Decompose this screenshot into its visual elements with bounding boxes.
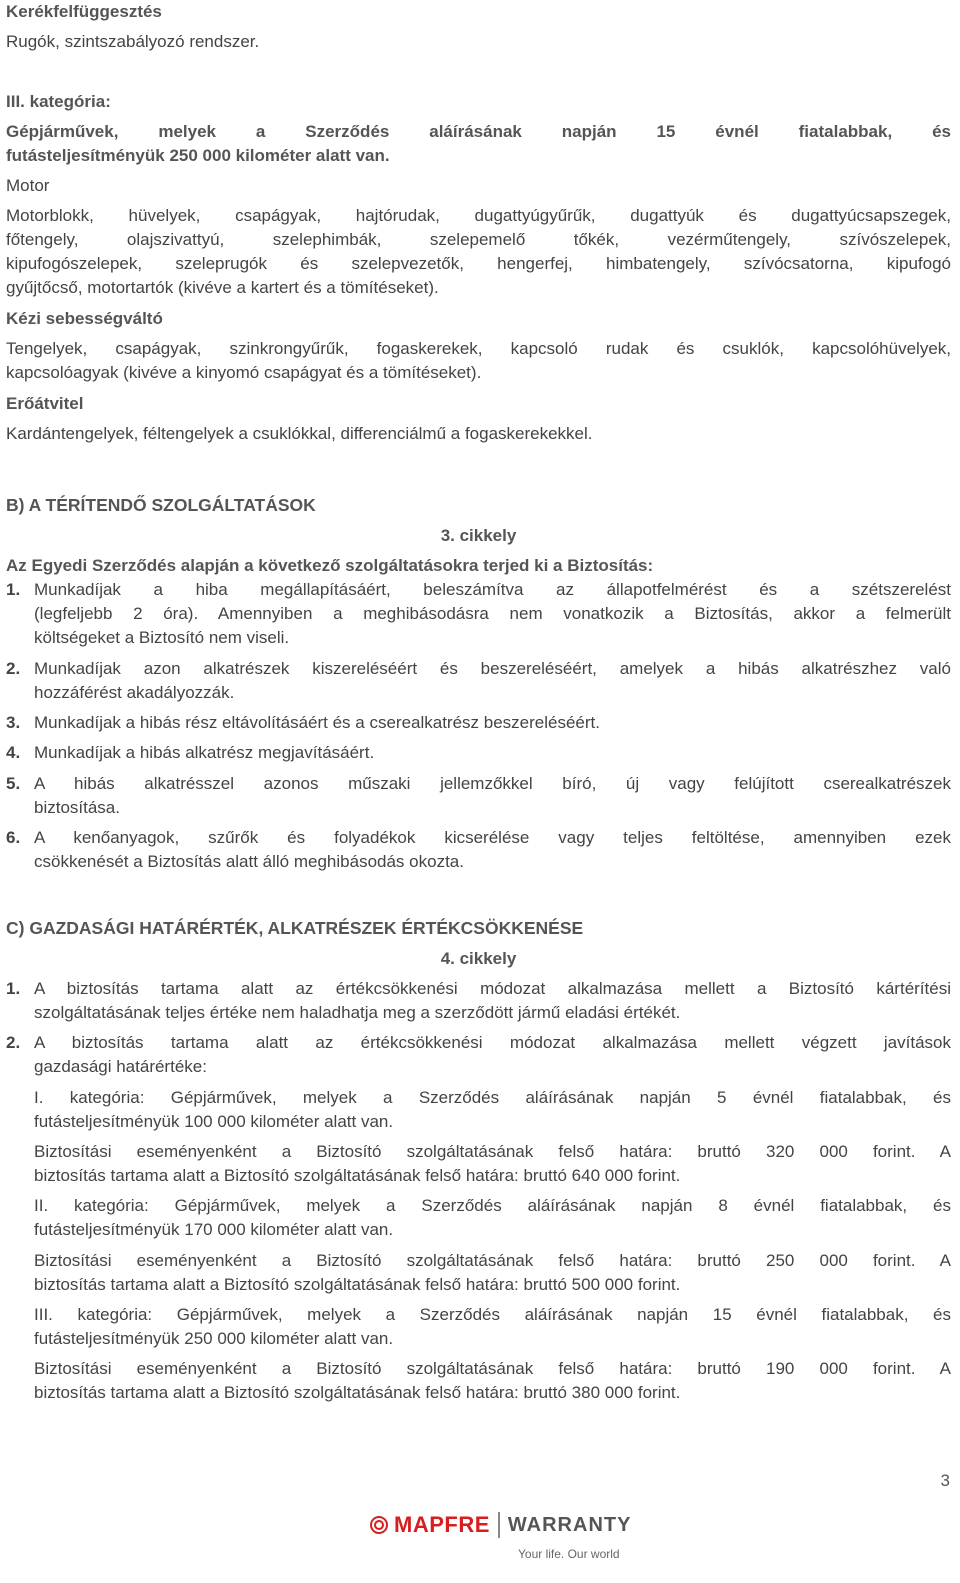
- list-item: [6, 1031, 951, 1079]
- heading-kezi-sebessegvalto: Kézi sebességváltó: [6, 309, 163, 328]
- list-item-number: 2.: [6, 1033, 21, 1052]
- category-2-limit-paragraph: [34, 1249, 951, 1297]
- list-item-line: Munkadíjak azon alkatrészek kiszereléséért és beszereléséért, amelyek a hibás alkatrészhez való: [34, 659, 951, 678]
- list-item-line: Munkadíjak a hiba megállapításáért, beleszámítva az állapotfelmérést és a szétszerelést: [34, 580, 951, 599]
- list-item-line: A biztosítás tartama alatt az értékcsökkenési módozat alkalmazása mellett a Biztosító kártérítési: [34, 979, 951, 998]
- motor-line-2: főtengely, olajszivattyú, szelephimbák, szelepemelő tőkék, vezérműtengely, szívószelepek,: [6, 230, 951, 249]
- paragraph-line: biztosítás tartama alatt a Biztosító szolgáltatásának felső határa: bruttó 640 000 forint.: [34, 1166, 681, 1185]
- list-item-number: 5.: [6, 774, 21, 793]
- list-item-line: szolgáltatásának teljes értéke nem haladhatja meg a szerződött jármű eladási értékét.: [34, 1003, 681, 1022]
- list-item: [6, 657, 951, 705]
- category-3-paragraph: [34, 1303, 951, 1351]
- paragraph-line: Biztosítási eseményenként a Biztosító szolgáltatásának felső határa: bruttó 250 000 forint. A: [34, 1251, 951, 1270]
- paragraph-line: Biztosítási eseményenként a Biztosító szolgáltatásának felső határa: bruttó 320 000 forint. A: [34, 1142, 951, 1161]
- kezi-line-2: kapcsolóagyak (kivéve a kinyomó csapágyat és a tömítéseket).: [6, 363, 482, 382]
- brand-name: MAPFRE: [394, 1512, 490, 1537]
- category-2-paragraph: [34, 1194, 951, 1242]
- category-1-limit-paragraph: [34, 1140, 951, 1188]
- text-kerekfelfuggesztes: Rugók, szintszabályozó rendszer.: [6, 32, 260, 51]
- logo-divider: [498, 1512, 500, 1538]
- list-item-line: A kenőanyagok, szűrők és folyadékok kicserélése vagy teljes feltöltése, amennyiben ezek: [34, 828, 951, 847]
- list-item: [6, 977, 951, 1025]
- list-item-line: költségeket a Biztosító nem viseli.: [34, 628, 290, 647]
- tagline: Your life. Our world: [518, 1547, 620, 1561]
- list-item-number: 4.: [6, 743, 21, 762]
- list-item-line: hozzáférést akadályozzák.: [34, 683, 235, 702]
- list-item-line: gazdasági határértéke:: [34, 1057, 207, 1076]
- paragraph-line: futásteljesítményük 170 000 kilométer alatt van.: [34, 1220, 394, 1239]
- paragraph-line: futásteljesítményük 100 000 kilométer alatt van.: [34, 1112, 394, 1131]
- paragraph-line: I. kategória: Gépjárművek, melyek a Szerződés aláírásának napján 5 évnél fiatalabbak, és: [34, 1088, 951, 1107]
- motor-line-4: gyűjtőcső, motortartók (kivéve a kartert és a tömítéseket).: [6, 278, 439, 297]
- category-3-line-1: Gépjárművek, melyek a Szerződés aláírásának napján 15 évnél fiatalabbak, és: [6, 122, 951, 141]
- kezi-line-1: Tengelyek, csapágyak, szinkrongyűrűk, fogaskerekek, kapcsoló rudak és csuklók, kapcsolóhüvelyek,: [6, 339, 951, 358]
- list-item: [6, 741, 951, 765]
- list-item-number: 1.: [6, 979, 21, 998]
- eroatvitel-line-1: Kardántengelyek, féltengelyek a csuklókkal, differenciálmű a fogaskerekekkel.: [6, 424, 593, 443]
- list-item: [6, 578, 951, 650]
- paragraph-line: biztosítás tartama alatt a Biztosító szolgáltatásának felső határa: bruttó 380 000 forint.: [34, 1383, 681, 1402]
- list-item: [6, 826, 951, 874]
- motor-line-1: Motorblokk, hüvelyek, csapágyak, hajtórudak, dugattyúgyűrűk, dugattyúk és dugattyúcsapszegek,: [6, 206, 951, 225]
- heading-kerekfelfuggesztes: Kerékfelfüggesztés: [6, 2, 162, 21]
- paragraph-line: III. kategória: Gépjárművek, melyek a Szerződés aláírásának napján 15 évnél fiatalabbak, és: [34, 1305, 951, 1324]
- mapfre-logo-icon: [370, 1516, 388, 1534]
- list-item: [6, 772, 951, 820]
- paragraph-line: futásteljesítményük 250 000 kilométer alatt van.: [34, 1329, 394, 1348]
- section-b-title: B) A TÉRÍTENDŐ SZOLGÁLTATÁSOK: [6, 495, 316, 515]
- section-b-article: 3. cikkely: [440, 526, 517, 545]
- section-b-intro: Az Egyedi Szerződés alapján a következő szolgáltatásokra terjed ki a Biztosítás:: [6, 556, 654, 575]
- list-item-line: A hibás alkatrésszel azonos műszaki jellemzőkkel bíró, új vagy felújított cserealkatrészek: [34, 774, 951, 793]
- paragraph-line: biztosítás tartama alatt a Biztosító szolgáltatásának felső határa: bruttó 500 000 forint.: [34, 1275, 681, 1294]
- section-c-title: C) GAZDASÁGI HATÁRÉRTÉK, ALKATRÉSZEK ÉRTÉKCSÖKKENÉSE: [6, 918, 584, 938]
- heading-eroatvitel: Erőátvitel: [6, 394, 84, 413]
- list-item-line: A biztosítás tartama alatt az értékcsökkenési módozat alkalmazása mellett végzett javítások: [34, 1033, 951, 1052]
- motor-line-3: kipufogószelepek, szeleprugók és szelepvezetők, hengerfej, himbatengely, szívócsatorna, kipufogó: [6, 254, 951, 273]
- paragraph-line: Biztosítási eseményenként a Biztosító szolgáltatásának felső határa: bruttó 190 000 forint. A: [34, 1359, 951, 1378]
- list-item-line: csökkenését a Biztosítás alatt álló meghibásodás okozta.: [34, 852, 464, 871]
- heading-motor: Motor: [6, 176, 50, 195]
- category-3-line-2: futásteljesítményük 250 000 kilométer alatt van.: [6, 146, 390, 165]
- category-1-paragraph: [34, 1086, 951, 1134]
- list-item-line: biztosítása.: [34, 798, 120, 817]
- paragraph-line: II. kategória: Gépjárművek, melyek a Szerződés aláírásának napján 8 évnél fiatalabbak, és: [34, 1196, 951, 1215]
- list-item-number: 3.: [6, 713, 21, 732]
- list-item-line: Munkadíjak a hibás rész eltávolításáért és a cserealkatrész beszereléséért.: [34, 713, 600, 732]
- heading-category-3: III. kategória:: [6, 92, 111, 111]
- footer-logo: [370, 1512, 640, 1572]
- section-c-article: 4. cikkely: [440, 949, 517, 968]
- page-number: 3: [940, 1471, 950, 1490]
- list-item-line: Munkadíjak a hibás alkatrész megjavításáért.: [34, 743, 375, 762]
- list-item-line: (legfeljebb 2 óra). Amennyiben a meghibásodásra nem vonatkozik a Biztosítás, akkor a felmerült: [34, 604, 951, 623]
- list-item-number: 1.: [6, 580, 21, 599]
- product-name: WARRANTY: [507, 1514, 632, 1536]
- category-3-limit-paragraph: [34, 1357, 951, 1405]
- list-item-number: 2.: [6, 659, 21, 678]
- list-item-number: 6.: [6, 828, 21, 847]
- list-item: [6, 711, 951, 735]
